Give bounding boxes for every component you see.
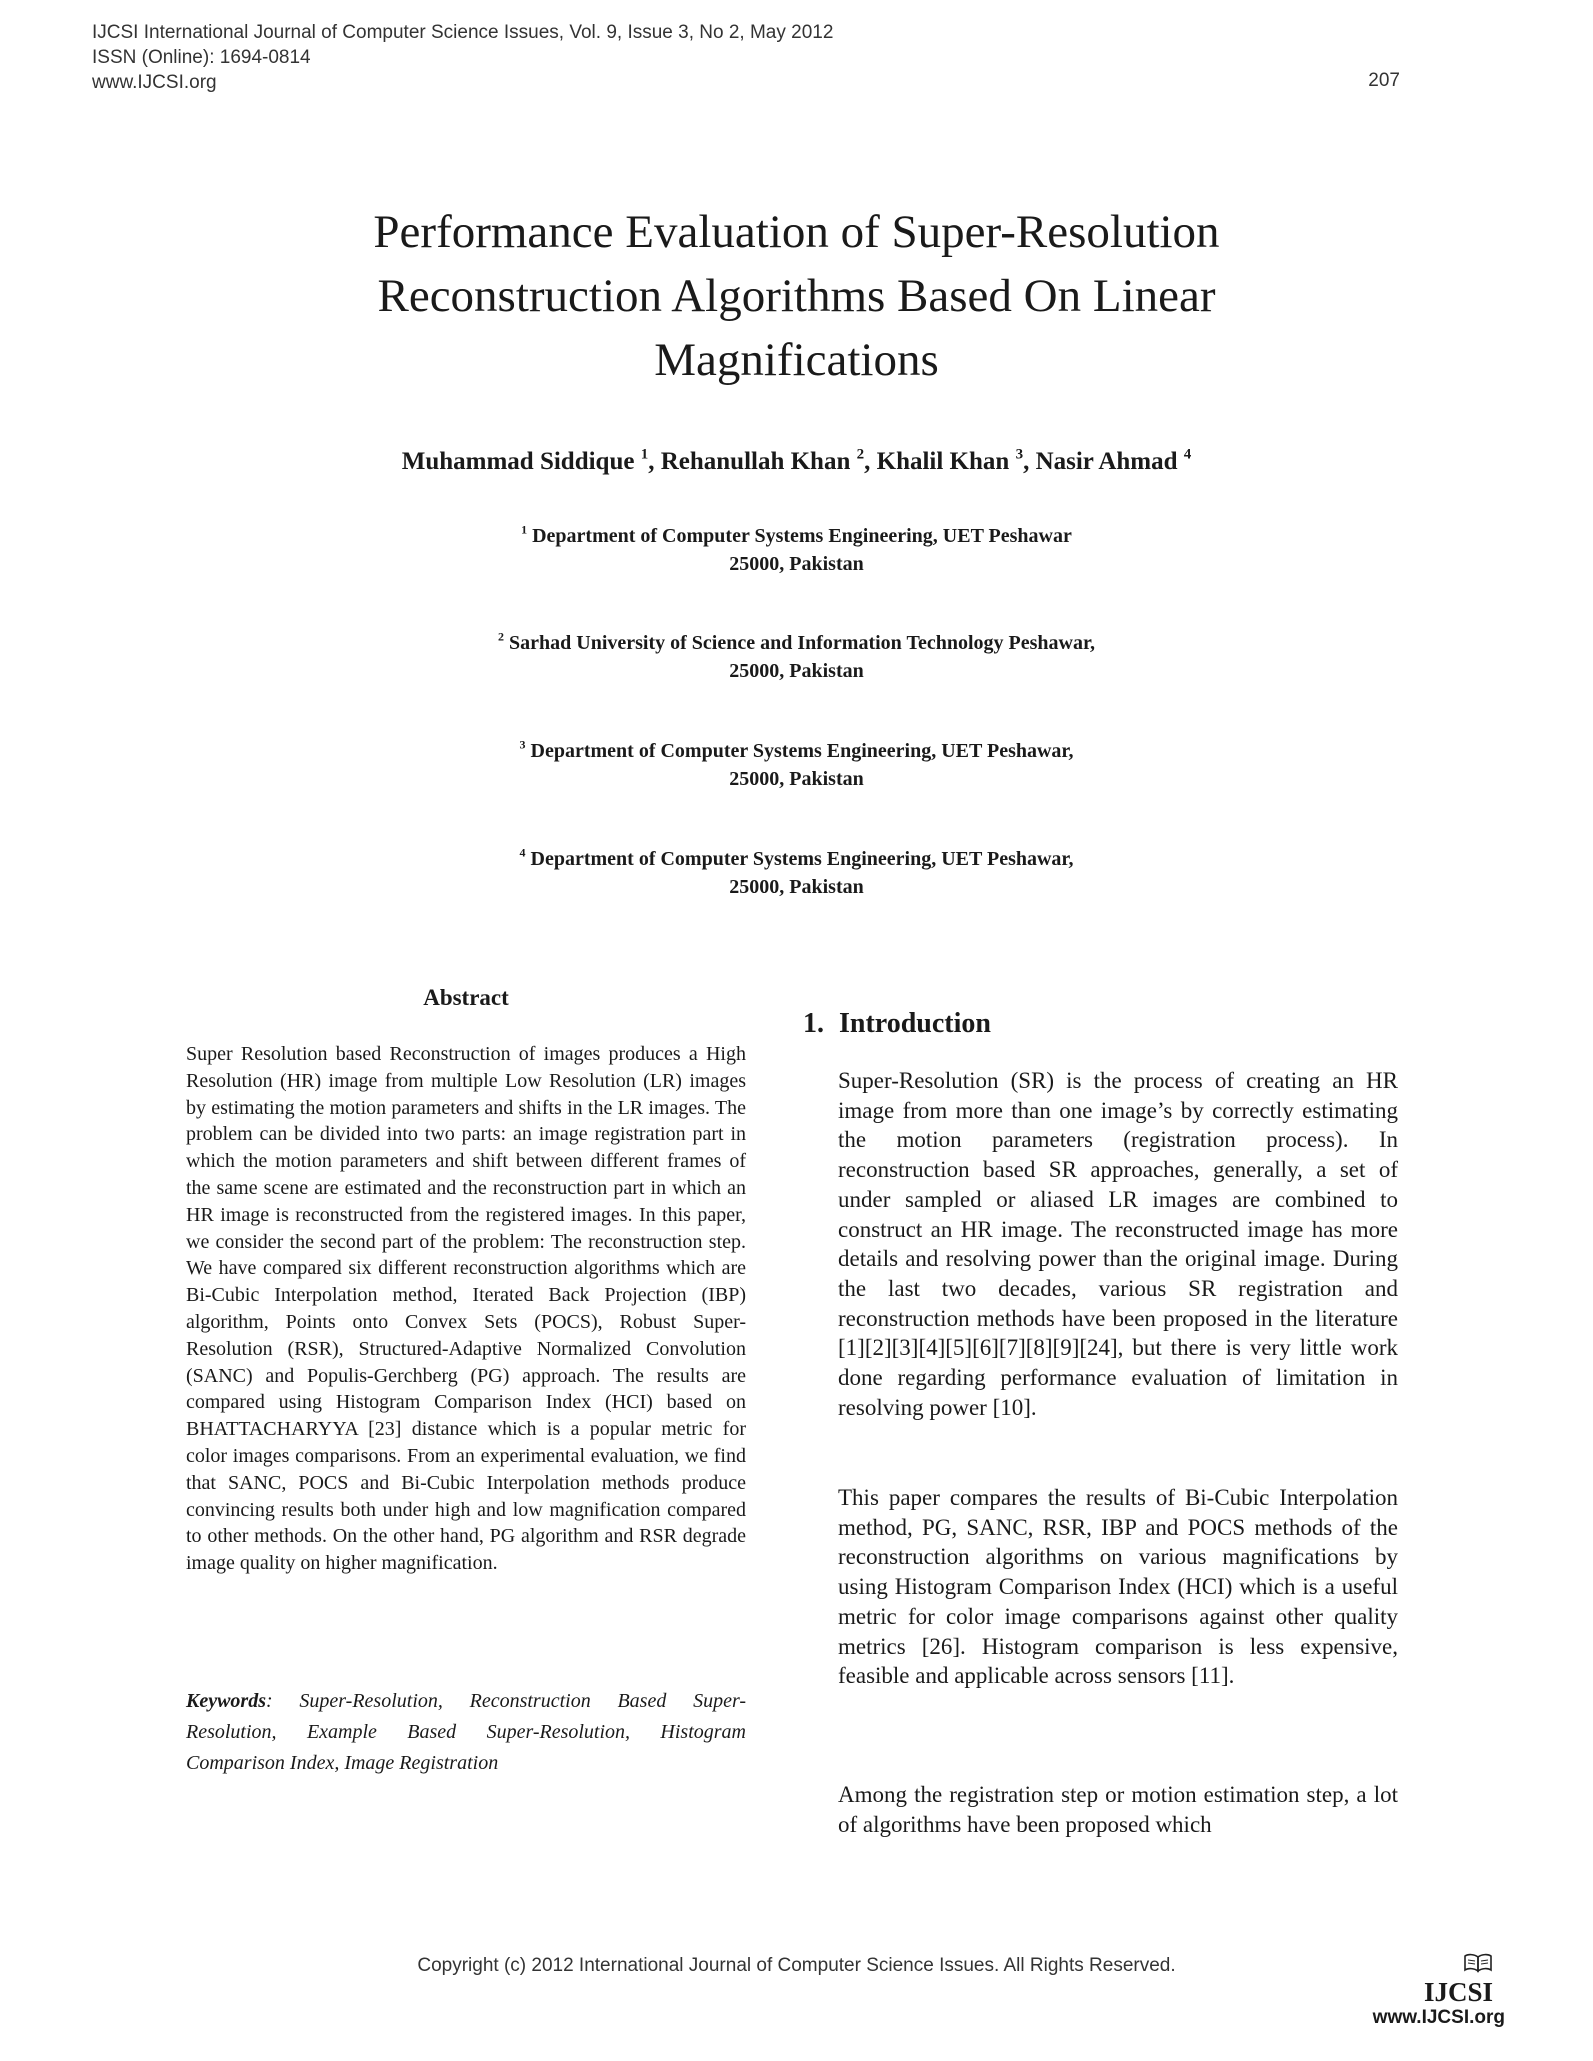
affiliation-line: 25000, Pakistan xyxy=(729,660,864,682)
open-book-icon xyxy=(1463,1953,1493,1973)
affiliation-mark: 4 xyxy=(519,845,526,860)
section-heading-introduction xyxy=(803,1008,991,1040)
affiliation-line: Department of Computer Systems Engineering, UET Peshawar, xyxy=(530,740,1074,762)
affiliation-line: 25000, Pakistan xyxy=(729,876,864,898)
affiliation-4 xyxy=(0,845,1593,901)
affiliation-2 xyxy=(0,629,1593,685)
author-affiliation-mark: 3 xyxy=(1015,446,1024,463)
intro-paragraph-3: Among the registration step or motion estimation step, a lot of algorithms have been proposed which xyxy=(838,1782,1398,1837)
author-separator: , xyxy=(648,448,661,475)
author-name: Muhammad Siddique xyxy=(401,448,635,475)
author-separator: , xyxy=(1023,448,1036,475)
title-line-1: Performance Evaluation of Super-Resolution xyxy=(373,206,1220,258)
author-affiliation-mark: 1 xyxy=(640,446,649,463)
paper-title xyxy=(200,200,1393,392)
section-title: Introduction xyxy=(839,1008,991,1039)
author-name: Khalil Khan xyxy=(876,448,1010,475)
intro-paragraph-1: Super-Resolution (SR) is the process of creating an HR image from more than one image’s by correctly estimating the motion parameters (registration process). In reconstruction based SR approaches, generally, a set of under sampled or aliased LR images are combined to construct an HR image. The reconstructed image has more details and resolving power than the original image. During the last two decades, various SR registration and reconstruction methods have been proposed in the literature [1][2][3][4][5][6][7][8][9][24], but there is very little work done regarding performance evaluation of limitation in resolving power [10]. xyxy=(838,1068,1398,1420)
title-line-2: Reconstruction Algorithms Based On Linear xyxy=(377,270,1216,322)
author-name: Rehanullah Khan xyxy=(660,448,851,475)
author-name: Nasir Ahmad xyxy=(1035,448,1178,475)
intro-paragraph-2: This paper compares the results of Bi-Cubic Interpolation method, PG, SANC, RSR, IBP and POCS methods of the reconstruction algorithms on various magnifications by using Histogram Comparison Index (HCI) which is a useful metric for color image comparisons against other quality metrics [26]. Histogram comparison is less expensive, feasible and applicable across sensors [11]. xyxy=(838,1485,1398,1689)
affiliation-line: Department of Computer Systems Engineering, UET Peshawar, xyxy=(530,848,1074,870)
affiliation-mark: 1 xyxy=(521,522,528,537)
keywords-label: Keywords xyxy=(186,1690,266,1712)
affiliation-1 xyxy=(0,522,1593,578)
ijcsi-logo xyxy=(1335,1953,1505,2030)
author-list xyxy=(0,448,1593,476)
affiliation-mark: 2 xyxy=(498,629,505,644)
affiliation-3 xyxy=(0,737,1593,793)
journal-website: www.IJCSI.org xyxy=(92,72,217,93)
affiliation-line: Department of Computer Systems Engineering, UET Peshawar xyxy=(532,525,1072,547)
affiliation-mark: 3 xyxy=(519,737,526,752)
author-affiliation-mark: 2 xyxy=(856,446,865,463)
page-number: 207 xyxy=(1368,70,1400,91)
author-separator: , xyxy=(864,448,877,475)
abstract-heading: Abstract xyxy=(423,985,509,1010)
logo-url: www.IJCSI.org xyxy=(1372,2007,1505,2028)
journal-line: IJCSI International Journal of Computer Science Issues, Vol. 9, Issue 3, No 2, May 2012 xyxy=(92,22,834,43)
affiliation-line: 25000, Pakistan xyxy=(729,553,864,575)
author-affiliation-mark: 4 xyxy=(1183,446,1192,463)
keywords xyxy=(186,1686,746,1779)
logo-name: IJCSI xyxy=(1423,1977,1493,2007)
copyright-notice: Copyright (c) 2012 International Journal of Computer Science Issues. All Rights Reserved. xyxy=(417,1955,1176,1976)
title-line-3: Magnifications xyxy=(654,334,939,386)
abstract-body: Super Resolution based Reconstruction of images produces a High Resolution (HR) image from multiple Low Resolution (LR) images by estimating the motion parameters and shifts in the LR images. The problem can be divided into two parts: an image registration part in which the motion parameters and shift between different frames of the same scene are estimated and the reconstruction part in which an HR image is reconstructed from the registered images. In this paper, we consider the second part of the problem: The reconstruction step. We have compared six different reconstruction algorithms which are Bi-Cubic Interpolation method, Iterated Back Projection (IBP) algorithm, Points onto Convex Sets (POCS), Robust Super-Resolution (RSR), Structured-Adaptive Normalized Convolution (SANC) and Populis-Gerchberg (PG) approach. The results are compared using Histogram Comparison Index (HCI) based on BHATTACHARYYA [23] distance which is a popular metric for color images comparisons. From an experimental evaluation, we find that SANC, POCS and Bi-Cubic Interpolation methods produce convincing results both under high and low magnification compared to other methods. On the other hand, PG algorithm and RSR degrade image quality on higher magnification. xyxy=(186,1043,746,1575)
issn-line: ISSN (Online): 1694-0814 xyxy=(92,47,311,68)
affiliation-line: Sarhad University of Science and Information Technology Peshawar, xyxy=(509,632,1095,654)
affiliation-line: 25000, Pakistan xyxy=(729,768,864,790)
section-number: 1. xyxy=(803,1008,824,1039)
keywords-list: : Super-Resolution, Reconstruction Based Super-Resolution, Example Based Super-Resolution, Histogram Comparison Index, Image Registration xyxy=(186,1690,746,1774)
running-header xyxy=(92,20,1400,95)
